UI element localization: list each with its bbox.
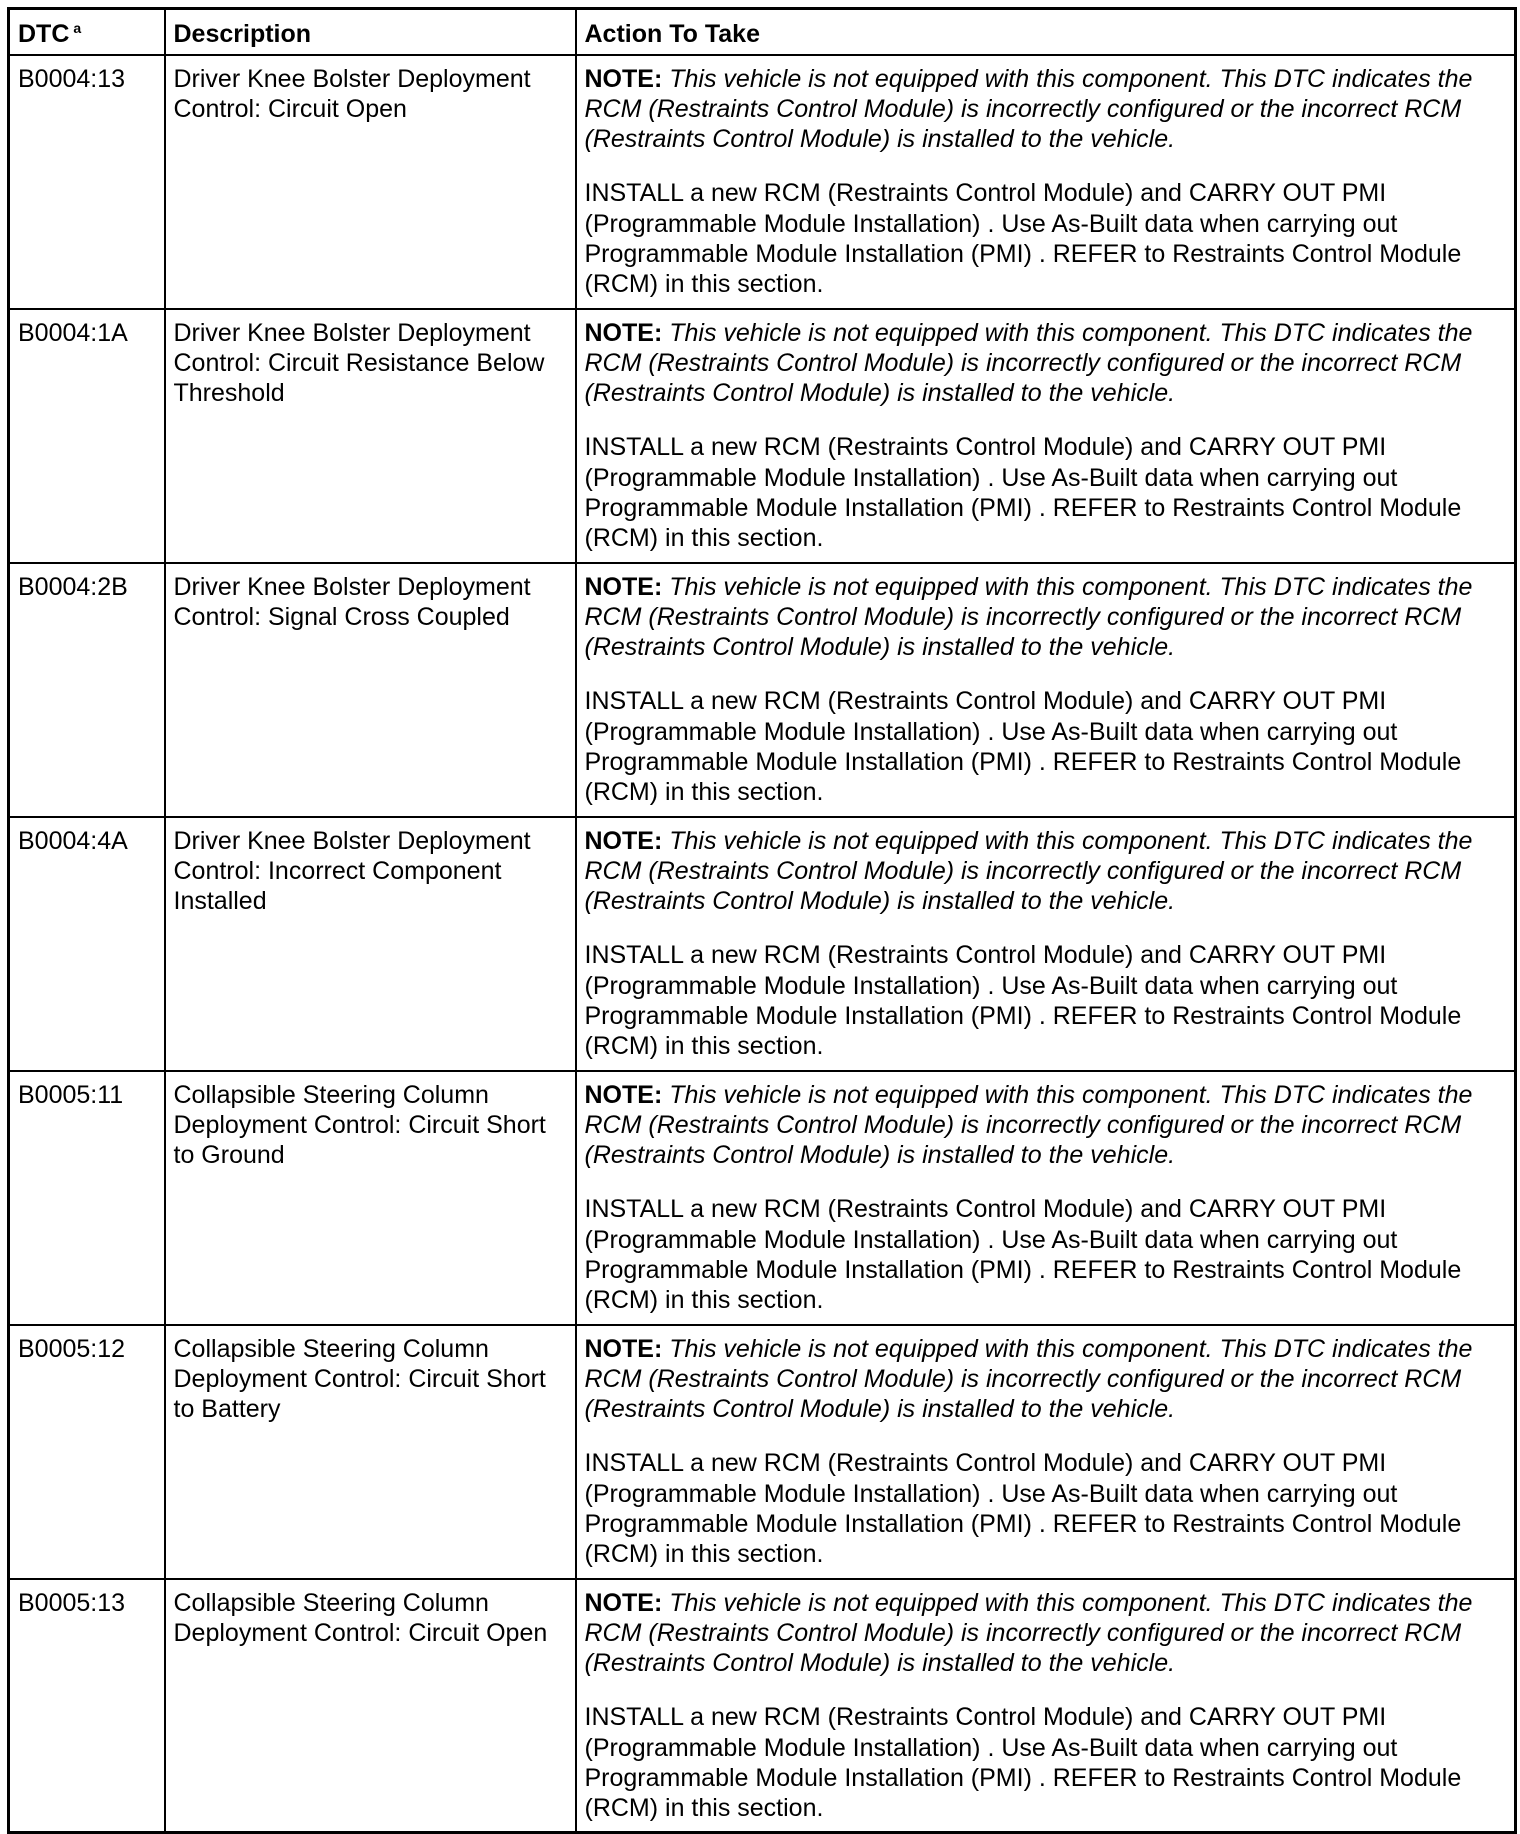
action-cell (576, 817, 1516, 1071)
table-row (9, 1325, 1516, 1579)
note-paragraph (585, 64, 1507, 155)
note-text: This vehicle is not equipped with this component. This DTC indicates the RCM (Restraints Control Module) is incorrectly configured or the incorrect RCM (Restraints Control Module) is installed to the vehicle. (584, 1588, 1473, 1678)
description-cell (165, 1071, 576, 1325)
note-paragraph (585, 1080, 1507, 1171)
action-cell (576, 1579, 1516, 1833)
note-text: This vehicle is not equipped with this component. This DTC indicates the RCM (Restraints Control Module) is incorrectly configured or the incorrect RCM (Restraints Control Module) is installed to the vehicle. (584, 1080, 1473, 1170)
note-paragraph (585, 1588, 1507, 1679)
dtc-code: B0005:12 (18, 1334, 126, 1363)
header-action: Action To Take (576, 9, 1516, 55)
note-text: This vehicle is not equipped with this component. This DTC indicates the RCM (Restraints Control Module) is incorrectly configured or the incorrect RCM (Restraints Control Module) is installed to the vehicle. (584, 318, 1473, 408)
dtc-code: B0004:2B (18, 572, 128, 601)
table-row (9, 1071, 1516, 1325)
dtc-description: Collapsible Steering Column Deployment Control: Circuit Short to Battery (173, 1334, 546, 1424)
action-text: INSTALL a new RCM (Restraints Control Module) and CARRY OUT PMI (Programmable Module Installation) . Use As-Built data when carrying out Programmable Module Installation (PMI) . REFER to Restraints Control Module (RCM) in this section. (584, 1195, 1462, 1315)
note-label: NOTE: (584, 1080, 663, 1109)
action-text: INSTALL a new RCM (Restraints Control Module) and CARRY OUT PMI (Programmable Module Installation) . Use As-Built data when carrying out Programmable Module Installation (PMI) . REFER to Restraints Control Module (RCM) in this section. (584, 433, 1462, 553)
table-row (9, 563, 1516, 817)
note-label: NOTE: (584, 64, 663, 93)
note-label: NOTE: (584, 318, 663, 347)
description-cell (165, 817, 576, 1071)
dtc-cell (9, 1579, 165, 1833)
dtc-code: B0004:1A (18, 318, 128, 347)
action-text: INSTALL a new RCM (Restraints Control Module) and CARRY OUT PMI (Programmable Module Installation) . Use As-Built data when carrying out Programmable Module Installation (PMI) . REFER to Restraints Control Module (RCM) in this section. (584, 179, 1462, 299)
action-text: INSTALL a new RCM (Restraints Control Module) and CARRY OUT PMI (Programmable Module Installation) . Use As-Built data when carrying out Programmable Module Installation (PMI) . REFER to Restraints Control Module (RCM) in this section. (584, 1703, 1462, 1823)
dtc-description: Driver Knee Bolster Deployment Control: Signal Cross Coupled (173, 572, 531, 631)
dtc-cell (9, 55, 165, 309)
dtc-description: Collapsible Steering Column Deployment Control: Circuit Short to Ground (173, 1080, 546, 1170)
action-cell (576, 1325, 1516, 1579)
note-label: NOTE: (584, 826, 663, 855)
description-cell (165, 563, 576, 817)
table-row (9, 1579, 1516, 1833)
dtc-code: B0005:11 (18, 1080, 124, 1109)
note-paragraph (585, 826, 1507, 917)
action-cell (576, 563, 1516, 817)
dtc-description: Driver Knee Bolster Deployment Control: Incorrect Component Installed (173, 826, 531, 916)
description-cell (165, 1325, 576, 1579)
dtc-cell (9, 817, 165, 1071)
header-dtc-label: DTC (18, 20, 70, 48)
note-paragraph (585, 572, 1507, 663)
dtc-code: B0004:13 (18, 64, 126, 93)
note-paragraph (585, 1334, 1507, 1425)
note-label: NOTE: (584, 572, 663, 601)
dtc-cell (9, 563, 165, 817)
dtc-cell (9, 1325, 165, 1579)
dtc-cell (9, 1071, 165, 1325)
table-header (9, 9, 1516, 55)
dtc-table (7, 7, 1517, 1834)
action-text: INSTALL a new RCM (Restraints Control Module) and CARRY OUT PMI (Programmable Module Installation) . Use As-Built data when carrying out Programmable Module Installation (PMI) . REFER to Restraints Control Module (RCM) in this section. (584, 687, 1462, 807)
dtc-cell (9, 309, 165, 563)
header-description: Description (165, 9, 576, 55)
header-dtc-footnote: a (73, 20, 82, 36)
table-row (9, 817, 1516, 1071)
action-cell (576, 1071, 1516, 1325)
description-cell (165, 309, 576, 563)
action-cell (576, 55, 1516, 309)
description-cell (165, 55, 576, 309)
note-label: NOTE: (584, 1588, 663, 1617)
table-row (9, 55, 1516, 309)
action-cell (576, 309, 1516, 563)
header-dtc (9, 9, 165, 55)
dtc-description: Collapsible Steering Column Deployment Control: Circuit Open (173, 1588, 548, 1647)
note-text: This vehicle is not equipped with this component. This DTC indicates the RCM (Restraints Control Module) is incorrectly configured or the incorrect RCM (Restraints Control Module) is installed to the vehicle. (584, 64, 1473, 154)
dtc-code: B0005:13 (18, 1588, 126, 1617)
note-paragraph (585, 318, 1507, 409)
note-text: This vehicle is not equipped with this component. This DTC indicates the RCM (Restraints Control Module) is incorrectly configured or the incorrect RCM (Restraints Control Module) is installed to the vehicle. (584, 572, 1473, 662)
table-row (9, 309, 1516, 563)
description-cell (165, 1579, 576, 1833)
action-text: INSTALL a new RCM (Restraints Control Module) and CARRY OUT PMI (Programmable Module Installation) . Use As-Built data when carrying out Programmable Module Installation (PMI) . REFER to Restraints Control Module (RCM) in this section. (584, 941, 1462, 1061)
header-row (9, 9, 1516, 55)
dtc-code: B0004:4A (18, 826, 128, 855)
dtc-description: Driver Knee Bolster Deployment Control: Circuit Resistance Below Threshold (173, 318, 545, 408)
dtc-description: Driver Knee Bolster Deployment Control: Circuit Open (173, 64, 531, 123)
note-text: This vehicle is not equipped with this component. This DTC indicates the RCM (Restraints Control Module) is incorrectly configured or the incorrect RCM (Restraints Control Module) is installed to the vehicle. (584, 826, 1473, 916)
table-body (9, 55, 1516, 1833)
note-label: NOTE: (584, 1334, 663, 1363)
note-text: This vehicle is not equipped with this component. This DTC indicates the RCM (Restraints Control Module) is incorrectly configured or the incorrect RCM (Restraints Control Module) is installed to the vehicle. (584, 1334, 1473, 1424)
action-text: INSTALL a new RCM (Restraints Control Module) and CARRY OUT PMI (Programmable Module Installation) . Use As-Built data when carrying out Programmable Module Installation (PMI) . REFER to Restraints Control Module (RCM) in this section. (584, 1449, 1462, 1569)
